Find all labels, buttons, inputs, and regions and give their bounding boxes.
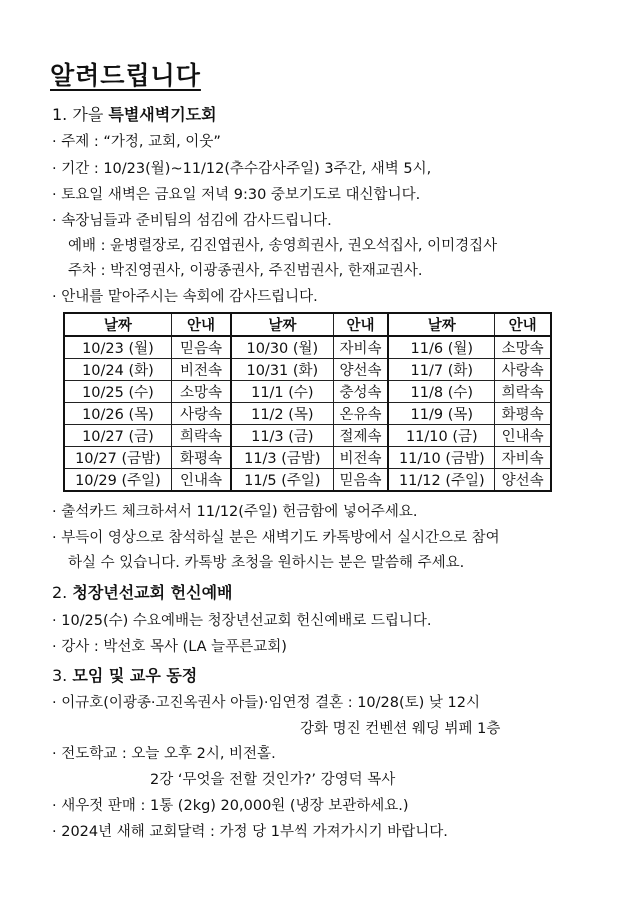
table-cell-date: 10/31 (화) [231,359,333,381]
table-cell-date: 11/9 (목) [388,403,494,425]
section1-heading-number: 1. [52,105,68,124]
table-cell-guide: 온유속 [333,403,388,425]
section1-worship-staff: 예배 : 윤병렬장로, 김진엽권사, 송영희권사, 권오석집사, 이미경집사 [68,238,498,254]
section2-heading [52,582,233,604]
table-cell-date: 10/25 (수) [64,381,171,403]
table-header-guide: 안내 [333,313,388,336]
table-row [64,469,551,492]
table-cell-guide: 화평속 [495,403,551,425]
table-cell-guide: 사랑속 [171,403,231,425]
section1-period: · 기간 : 10/23(월)~11/12(추수감사주일) 3주간, 새벽 5시, [52,161,432,177]
table-cell-guide: 희락속 [171,425,231,447]
table-cell-date: 10/29 (주일) [64,469,171,492]
table-cell-guide: 자비속 [495,447,551,469]
table-row [64,447,551,469]
table-header-row [64,313,551,336]
table-cell-guide: 절제속 [333,425,388,447]
table-cell-date: 11/5 (주일) [231,469,333,492]
section1-topic: · 주제 : “가정, 교회, 이웃” [52,134,221,150]
table-cell-guide: 비전속 [171,359,231,381]
section1-guide-thanks: · 안내를 맡아주시는 속회에 감사드립니다. [52,289,318,305]
section2-heading-title: 청장년선교회 헌신예배 [72,583,233,602]
table-header-guide: 안내 [495,313,551,336]
table-cell-guide: 양선속 [333,359,388,381]
section3-wedding-line2: 강화 명진 컨벤션 웨딩 뷔페 1층 [300,721,501,737]
section3-calendar: · 2024년 새해 교회달력 : 가정 당 1부씩 가져가시기 바랍니다. [52,824,448,840]
section3-heading [52,665,197,687]
table-cell-guide: 자비속 [333,336,388,359]
table-cell-date: 10/24 (화) [64,359,171,381]
table-cell-guide: 믿음속 [171,336,231,359]
section1-parking-staff: 주차 : 박진영권사, 이광종권사, 주진범권사, 한재교권사. [68,263,423,279]
table-cell-guide: 소망속 [495,336,551,359]
table-cell-guide: 믿음속 [333,469,388,492]
table-cell-date: 11/1 (수) [231,381,333,403]
table-cell-date: 11/12 (주일) [388,469,494,492]
table-row [64,359,551,381]
table-cell-date: 11/10 (금밤) [388,447,494,469]
table-cell-guide: 비전속 [333,447,388,469]
table-row [64,381,551,403]
section3-heading-title: 모임 및 교우 동정 [72,666,198,685]
section3-shrimp-sale: · 새우젓 판매 : 1통 (2kg) 20,000원 (냉장 보관하세요.) [52,798,409,814]
table-cell-guide: 사랑속 [495,359,551,381]
table-cell-date: 11/2 (목) [231,403,333,425]
page-title: 알려드립니다 [50,61,201,90]
section3-evangelism-line2: 2강 ‘무엇을 전할 것인가?’ 강영덕 목사 [150,772,396,788]
section2-line1: · 10/25(수) 수요예배는 청장년선교회 헌신예배로 드립니다. [52,613,432,629]
guide-schedule-table [63,312,552,492]
section1-saturday-note: · 토요일 새벽은 금요일 저녁 9:30 중보기도로 대신합니다. [52,187,421,203]
table-cell-date: 11/10 (금) [388,425,494,447]
table-cell-date: 10/26 (목) [64,403,171,425]
section1-staff-thanks: · 속장님들과 준비팀의 섬김에 감사드립니다. [52,213,332,229]
table-row [64,425,551,447]
table-cell-guide: 충성속 [333,381,388,403]
section1-heading-title: 특별새벽기도회 [108,105,217,124]
section3-evangelism-line1: · 전도학교 : 오늘 오후 2시, 비전홀. [52,746,276,762]
table-cell-date: 11/3 (금) [231,425,333,447]
table-header-date: 날짜 [388,313,494,336]
table-row [64,403,551,425]
table-cell-date: 11/8 (수) [388,381,494,403]
section1-attendance-card: · 출석카드 체크하셔서 11/12(주일) 헌금함에 넣어주세요. [52,504,418,520]
table-header-date: 날짜 [64,313,171,336]
table-cell-date: 11/6 (월) [388,336,494,359]
table-cell-guide: 양선속 [495,469,551,492]
table-cell-date: 10/27 (금) [64,425,171,447]
table-cell-date: 10/27 (금밤) [64,447,171,469]
table-cell-guide: 희락속 [495,381,551,403]
table-row [64,336,551,359]
section1-video-line1: · 부득이 영상으로 참석하실 분은 새벽기도 카톡방에서 실시간으로 참여 [52,530,500,546]
section1-heading [52,104,217,126]
table-cell-guide: 인내속 [171,469,231,492]
table-cell-date: 10/23 (월) [64,336,171,359]
table-header-guide: 안내 [171,313,231,336]
table-header-date: 날짜 [231,313,333,336]
section2-speaker: · 강사 : 박선호 목사 (LA 늘푸른교회) [52,639,287,655]
section1-heading-prefix: 가을 [72,105,104,124]
table-cell-guide: 소망속 [171,381,231,403]
section3-wedding-line1: · 이규호(이광종·고진옥권사 아들)·임연정 결혼 : 10/28(토) 낮 12시 [52,695,480,711]
table-cell-guide: 인내속 [495,425,551,447]
table-cell-date: 11/3 (금밤) [231,447,333,469]
section3-heading-number: 3. [52,666,68,685]
table-cell-guide: 화평속 [171,447,231,469]
table-cell-date: 11/7 (화) [388,359,494,381]
table-cell-date: 10/30 (월) [231,336,333,359]
section2-heading-number: 2. [52,583,68,602]
section1-video-line2: 하실 수 있습니다. 카톡방 초청을 원하시는 분은 말씀해 주세요. [68,555,465,571]
